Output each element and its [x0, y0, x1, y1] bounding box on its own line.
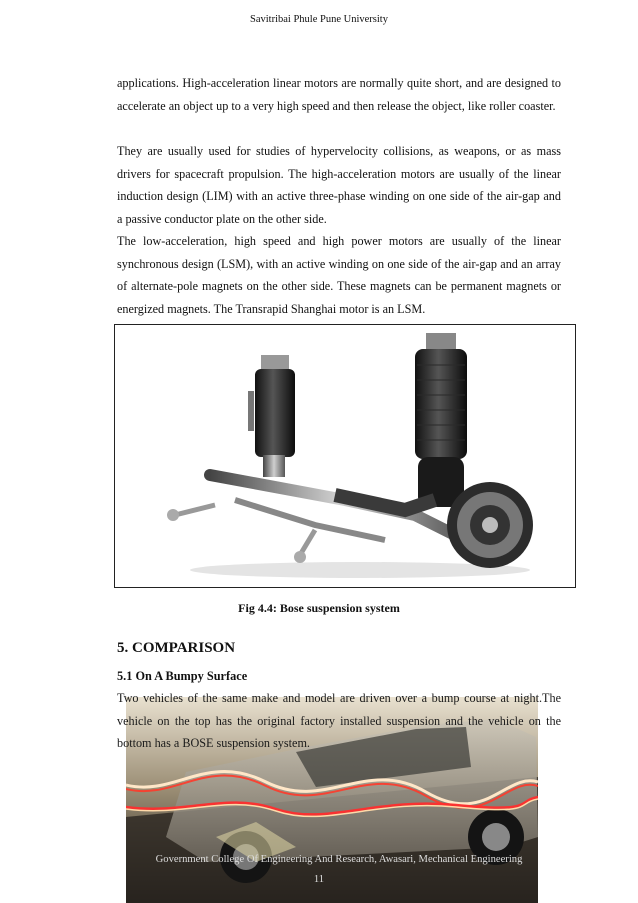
- subsection-title: 5.1 On A Bumpy Surface: [117, 669, 248, 683]
- page-number: 11: [313, 874, 325, 885]
- page-footer: Government College Of Engineering And Research, Awasari, Mechanical Engineering: [155, 854, 523, 865]
- figure-caption: Fig 4.4: Bose suspension system: [238, 601, 400, 615]
- paragraph-hypervelocity: They are usually used for studies of hypervelocity collisions, as weapons, or as mass drivers for spacecraft propulsion. The high-acceleration motors are usually of the linear induction design (LIM) with an active three-phase winding on one side of the air-gap and a passive conductor plate on the other side.: [117, 144, 561, 226]
- page-header: Savitribai Phule Pune University: [250, 14, 388, 25]
- section-title: 5. COMPARISON: [117, 640, 236, 656]
- comparison-paragraph: Two vehicles of the same make and model are driven over a bump course at night.The vehicle on the top has the original factory installed suspension and the vehicle on the bottom has a BOSE suspension system.: [117, 691, 561, 751]
- paragraph-applications: applications. High-acceleration linear motors are normally quite short, and are designed to accelerate an object up to a very high speed and then release the object, like roller coaster.: [117, 76, 561, 113]
- figure-bose-suspension: [114, 324, 576, 588]
- paragraph-lsm: The low-acceleration, high speed and high power motors are usually of the linear synchronous design (LSM), with an active winding on one side of the air-gap and an array of alternate-pole magnets on the other side. These magnets can be permanent magnets or energized magnets. The Transrapid Shanghai motor is an LSM.: [117, 234, 561, 316]
- suspension-illustration: [115, 325, 575, 587]
